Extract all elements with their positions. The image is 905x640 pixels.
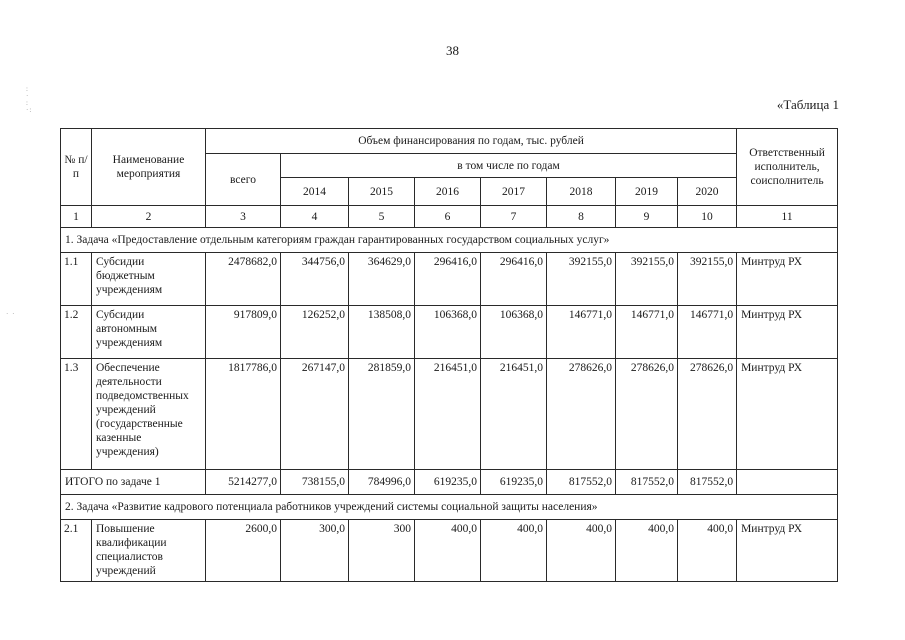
column-index: 11 (737, 206, 838, 228)
column-index: 3 (206, 206, 281, 228)
row-2017: 106368,0 (481, 306, 547, 359)
row-responsible: Минтруд РХ (737, 520, 838, 582)
header-funding: Объем финансирования по годам, тыс. рублей (206, 129, 737, 154)
header-year: 2017 (481, 178, 547, 206)
row-2015: 300 (349, 520, 415, 582)
row-2016: 400,0 (415, 520, 481, 582)
header-row (61, 129, 838, 154)
row-total: 1817786,0 (206, 359, 281, 470)
total-2014: 738155,0 (281, 470, 349, 495)
row-name: Субсидии автономным учреждениям (92, 306, 206, 359)
column-index: 4 (281, 206, 349, 228)
row-name: Повышение квалификации специалистов учреждений (92, 520, 206, 582)
total-2017: 619235,0 (481, 470, 547, 495)
funding-table (60, 128, 838, 582)
row-total: 917809,0 (206, 306, 281, 359)
row-2020: 278626,0 (678, 359, 737, 470)
total-2020: 817552,0 (678, 470, 737, 495)
row-total: 2600,0 (206, 520, 281, 582)
header-responsible: Ответственный исполнитель, соисполнитель (737, 129, 838, 206)
row-responsible: Минтруд РХ (737, 253, 838, 306)
table-row (61, 359, 838, 470)
row-2016: 106368,0 (415, 306, 481, 359)
header-year: 2014 (281, 178, 349, 206)
row-num: 2.1 (61, 520, 92, 582)
row-2019: 392155,0 (616, 253, 678, 306)
header-num: № п/п (61, 129, 92, 206)
row-2019: 278626,0 (616, 359, 678, 470)
row-2018: 278626,0 (547, 359, 616, 470)
row-2017: 216451,0 (481, 359, 547, 470)
header-year: 2018 (547, 178, 616, 206)
table-row (61, 306, 838, 359)
row-total: 2478682,0 (206, 253, 281, 306)
column-index: 2 (92, 206, 206, 228)
column-index: 6 (415, 206, 481, 228)
total-2019: 817552,0 (616, 470, 678, 495)
task-2-title: 2. Задача «Развитие кадрового потенциала работников учреждений системы социальной защиты населения» (61, 495, 838, 520)
header-year: 2015 (349, 178, 415, 206)
row-2015: 138508,0 (349, 306, 415, 359)
task-title-row (61, 495, 838, 520)
total-2018: 817552,0 (547, 470, 616, 495)
row-2014: 126252,0 (281, 306, 349, 359)
column-index: 1 (61, 206, 92, 228)
total-label: ИТОГО по задаче 1 (61, 470, 206, 495)
row-num: 1.3 (61, 359, 92, 470)
row-2019: 146771,0 (616, 306, 678, 359)
header-year: 2020 (678, 178, 737, 206)
row-2019: 400,0 (616, 520, 678, 582)
header-by-years: в том числе по годам (281, 154, 737, 178)
total-2015: 784996,0 (349, 470, 415, 495)
row-2015: 281859,0 (349, 359, 415, 470)
row-2016: 216451,0 (415, 359, 481, 470)
task-title-row (61, 228, 838, 253)
row-2018: 400,0 (547, 520, 616, 582)
column-index: 9 (616, 206, 678, 228)
table-caption: «Таблица 1 (776, 97, 839, 112)
header-year: 2016 (415, 178, 481, 206)
column-index: 8 (547, 206, 616, 228)
task-1-title: 1. Задача «Предоставление отдельным категориям граждан гарантированных государством социальных услуг» (61, 228, 838, 253)
row-name: Обеспечение деятельности подведомственных учреждений (государственные казенные учреждения) (92, 359, 206, 470)
header-total: всего (206, 154, 281, 206)
column-index-row (61, 206, 838, 228)
row-2020: 146771,0 (678, 306, 737, 359)
total-row (61, 470, 838, 495)
row-2018: 392155,0 (547, 253, 616, 306)
row-2017: 400,0 (481, 520, 547, 582)
page-number: 38 (446, 43, 459, 58)
row-2014: 300,0 (281, 520, 349, 582)
header-name: Наименование мероприятия (92, 129, 206, 206)
total-responsible (737, 470, 838, 495)
row-responsible: Минтруд РХ (737, 359, 838, 470)
table-row (61, 520, 838, 582)
scan-artifact: · · (6, 310, 16, 318)
row-2017: 296416,0 (481, 253, 547, 306)
row-num: 1.1 (61, 253, 92, 306)
row-2014: 267147,0 (281, 359, 349, 470)
row-name: Субсидии бюджетным учреждениям (92, 253, 206, 306)
row-num: 1.2 (61, 306, 92, 359)
row-2014: 344756,0 (281, 253, 349, 306)
scan-artifact: : · : ·: (26, 85, 33, 114)
row-2020: 392155,0 (678, 253, 737, 306)
column-index: 5 (349, 206, 415, 228)
row-2018: 146771,0 (547, 306, 616, 359)
row-2020: 400,0 (678, 520, 737, 582)
row-2015: 364629,0 (349, 253, 415, 306)
column-index: 7 (481, 206, 547, 228)
header-year: 2019 (616, 178, 678, 206)
total-2016: 619235,0 (415, 470, 481, 495)
column-index: 10 (678, 206, 737, 228)
total-all: 5214277,0 (206, 470, 281, 495)
table-row (61, 253, 838, 306)
row-responsible: Минтруд РХ (737, 306, 838, 359)
row-2016: 296416,0 (415, 253, 481, 306)
